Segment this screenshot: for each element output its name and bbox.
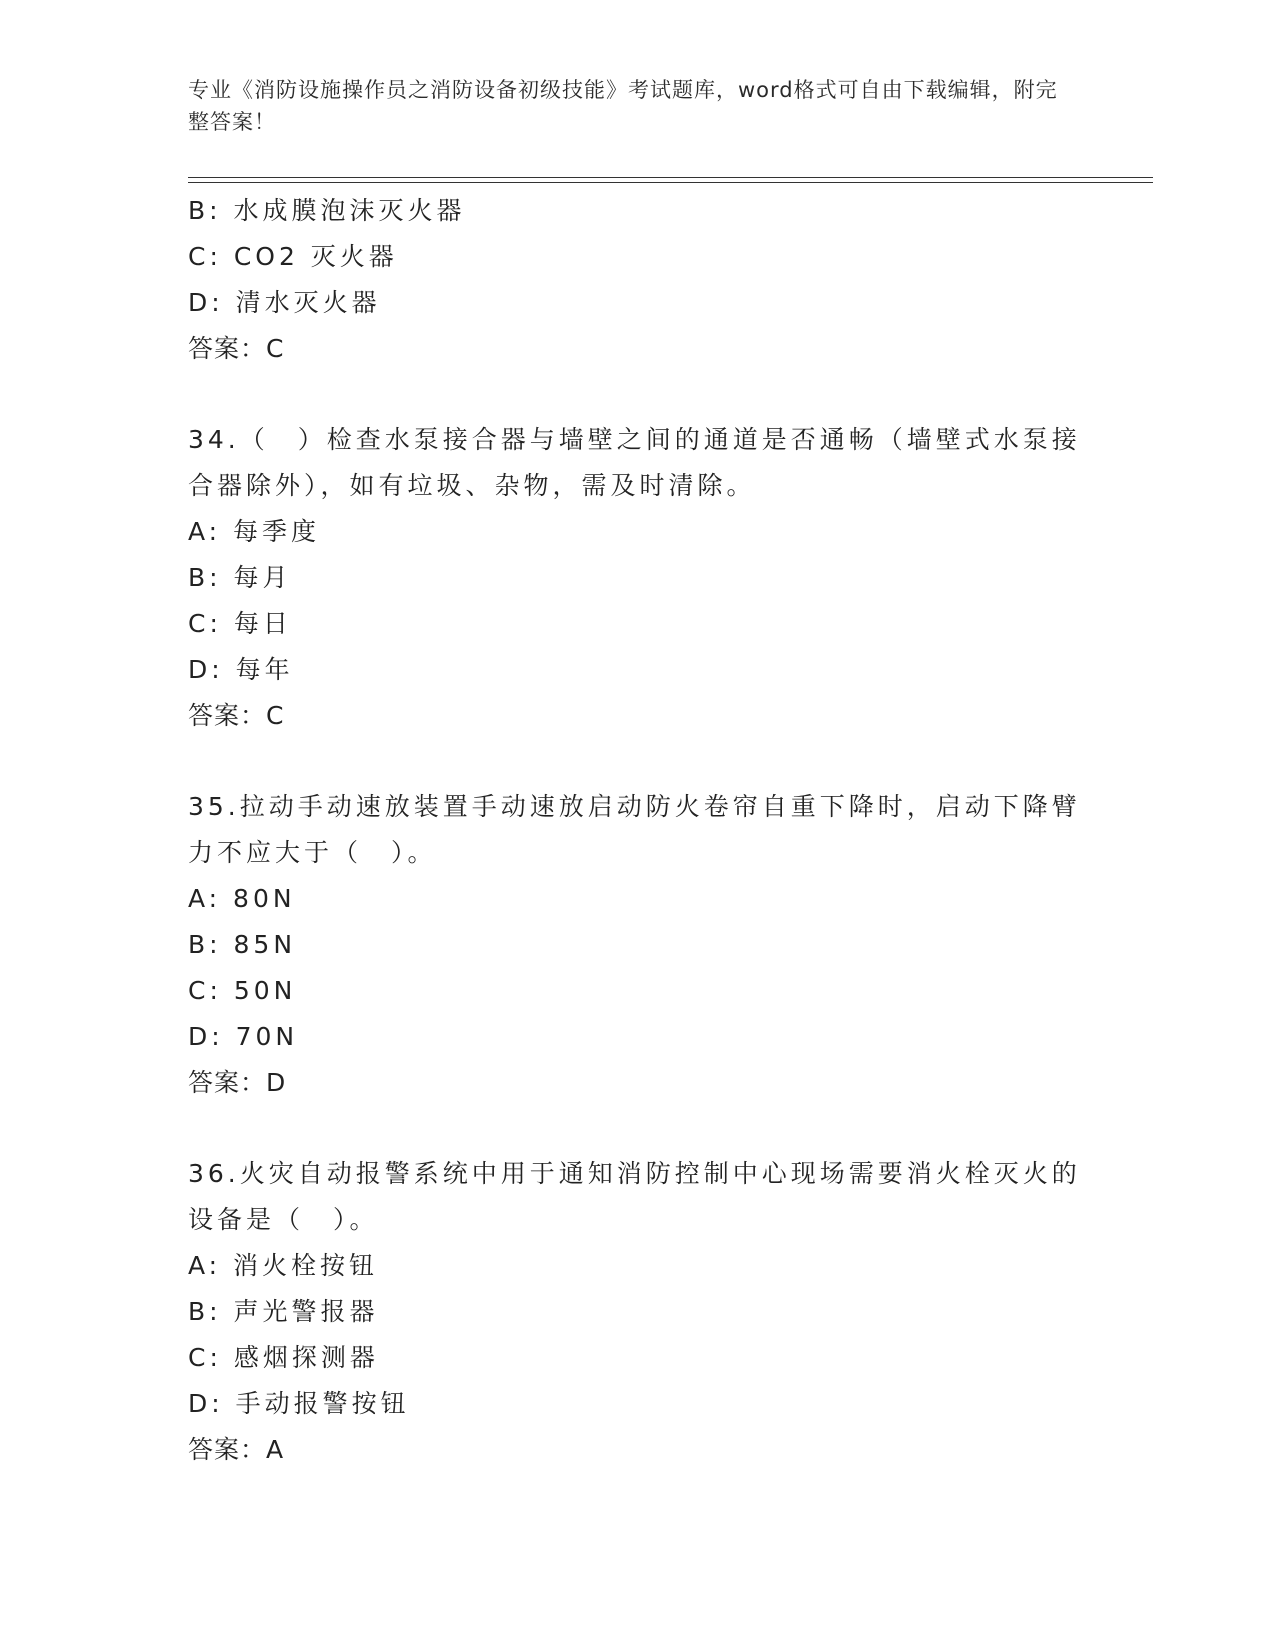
question-stem: 34.（ ）检查水泵接合器与墙壁之间的通道是否通畅（墙壁式水泵接合器除外），如有垃圾、杂物，需及时清除。 — [188, 425, 1081, 500]
document-header: 专业《消防设施操作员之消防设备初级技能》考试题库，word格式可自由下载编辑，附完整答案！ — [188, 78, 1058, 134]
question-block-35 — [188, 784, 1088, 1106]
question-block-36 — [188, 1151, 1088, 1473]
option-d: D: 清水灭火器 — [188, 288, 381, 317]
header-divider-bottom — [188, 182, 1153, 183]
header-divider-top — [188, 177, 1153, 178]
answer-line: 答案：A — [188, 1435, 285, 1464]
option-d: D: 手动报警按钮 — [188, 1389, 410, 1418]
option-a: A: 消火栓按钮 — [188, 1251, 379, 1280]
option-b: B: 每月 — [188, 563, 292, 592]
option-c: C: 50N — [188, 976, 297, 1005]
question-block-34 — [188, 417, 1088, 739]
option-c: C: CO2 灭火器 — [188, 242, 398, 271]
option-d: D: 每年 — [188, 655, 294, 684]
question-stem: 36.火灾自动报警系统中用于通知消防控制中心现场需要消火栓灭火的设备是（ ）。 — [188, 1159, 1081, 1234]
option-b: B: 85N — [188, 930, 297, 959]
question-list — [188, 188, 1088, 1473]
option-c: C: 感烟探测器 — [188, 1343, 379, 1372]
option-c: C: 每日 — [188, 609, 292, 638]
option-a: A: 80N — [188, 884, 296, 913]
option-b: B: 声光警报器 — [188, 1297, 379, 1326]
question-stem: 35.拉动手动速放装置手动速放启动防火卷帘自重下降时，启动下降臂力不应大于（ ）。 — [188, 792, 1081, 867]
answer-line: 答案：D — [188, 1068, 287, 1097]
answer-line: 答案：C — [188, 701, 285, 730]
option-d: D: 70N — [188, 1022, 299, 1051]
option-a: A: 每季度 — [188, 517, 321, 546]
option-b: B: 水成膜泡沫灭火器 — [188, 196, 466, 225]
answer-line: 答案：C — [188, 334, 285, 363]
question-block-continued — [188, 188, 1088, 372]
